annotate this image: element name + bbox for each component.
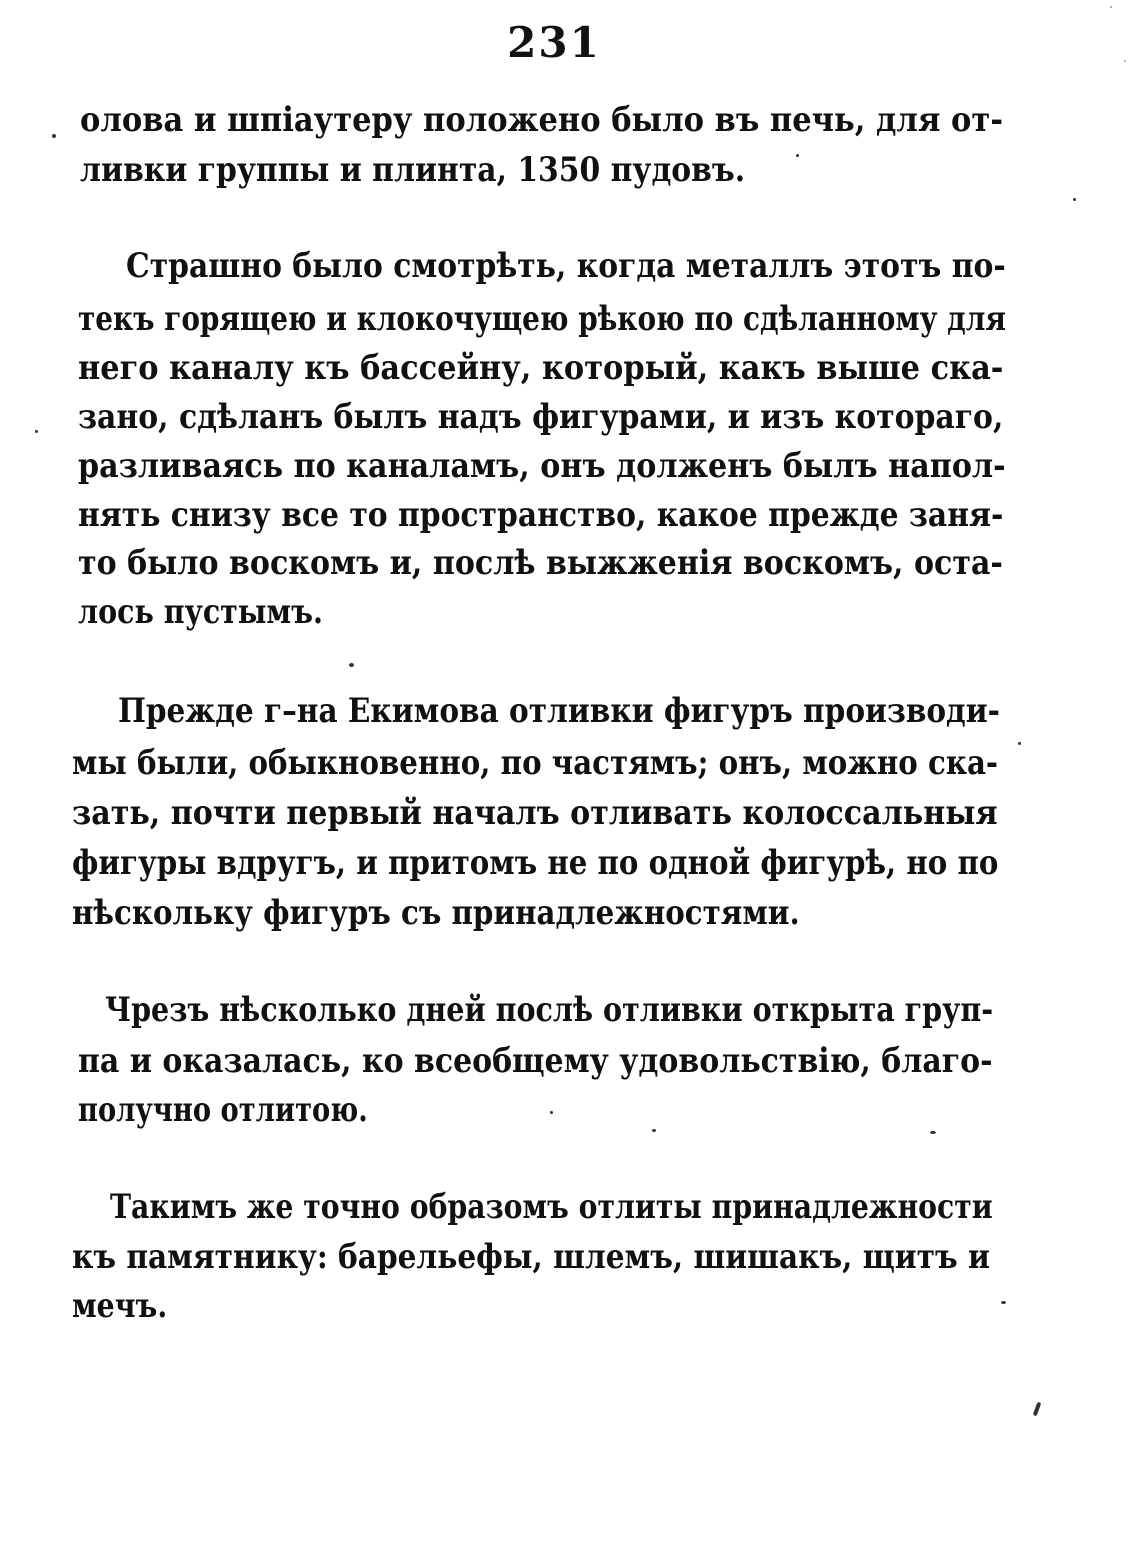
text-line: мечъ. (72, 1286, 168, 1325)
text-line: разливаясь по каналамъ, онъ долженъ былъ напол- (78, 446, 1006, 485)
text-line: зать, почти первый началъ отливать колоссальныя (72, 793, 998, 832)
text-line: олова и шпіаутеру положено было въ печь, для от- (80, 100, 1003, 139)
scan-speck (52, 134, 56, 138)
scan-speck (1018, 742, 1021, 745)
scan-speck (930, 1131, 936, 1134)
scan-speck (1001, 1301, 1006, 1304)
scan-speck (550, 1111, 553, 1114)
text-line: нѣскольку фигуръ съ принадлежностями. (72, 893, 800, 932)
text-line: Страшно было смотрѣть, когда металлъ этотъ по- (126, 246, 1006, 285)
text-line: Чрезъ нѣсколько дней послѣ отливки открыта груп- (105, 990, 994, 1029)
text-line: него каналу къ бассейну, который, какъ выше ска- (78, 348, 1004, 387)
scan-speck (35, 430, 38, 433)
text-line: мы были, обыкновенно, по частямъ; онъ, можно ска- (72, 743, 999, 782)
scan-speck (1073, 198, 1076, 201)
text-line: получно отлитою. (78, 1090, 368, 1129)
text-line: фигуры вдругъ, и притомъ не по одной фигурѣ, но по (72, 843, 999, 882)
scan-speck (1033, 1402, 1042, 1417)
text-line: ливки группы и плинта, 1350 пудовъ. (80, 150, 746, 189)
scan-speck (1124, 60, 1126, 62)
text-line: текъ горящею и клокочущею рѣкою по сдѣланному для (78, 299, 1006, 338)
page-number: 231 (507, 18, 601, 67)
text-line: зано, сдѣланъ былъ надъ фигурами, и изъ котораго, (78, 397, 1004, 436)
scan-speck (1110, 6, 1112, 8)
text-line: Такимъ же точно образомъ отлиты принадлежности (110, 1187, 993, 1226)
text-line: къ памятнику: барельефы, шлемъ, шишакъ, щитъ и (72, 1237, 990, 1276)
scan-speck (796, 154, 799, 157)
text-line: па и оказалась, ко всеобщему удовольствію, благо- (78, 1041, 993, 1080)
scan-speck (652, 1129, 656, 1132)
text-line: нять снизу все то пространство, какое прежде заня- (78, 495, 1004, 534)
text-line: то было воскомъ и, послѣ выжженія воскомъ, оста- (78, 543, 1003, 582)
scan-speck (349, 663, 354, 667)
text-line: лось пустымъ. (78, 592, 323, 631)
text-line: Прежде г–на Екимова отливки фигуръ производи- (118, 691, 1000, 730)
